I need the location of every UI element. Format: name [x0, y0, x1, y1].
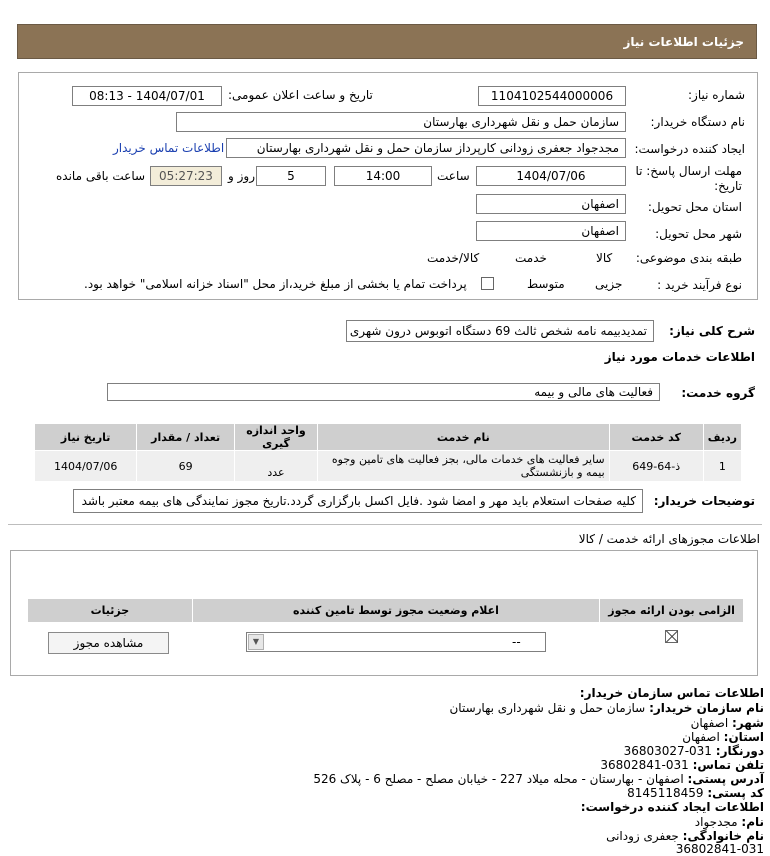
days-field[interactable]: 5	[256, 166, 326, 186]
col-qty: تعداد / مقدار	[137, 424, 235, 451]
remaining-label: ساعت باقی مانده	[56, 169, 146, 183]
col-permit-details: جزئیات	[28, 599, 193, 623]
col-date: تاریخ نیاز	[35, 424, 137, 451]
contact-org-line	[449, 701, 764, 715]
row-qty: 69	[137, 451, 235, 482]
col-code: کد خدمت	[609, 424, 703, 451]
buyer-notes-field[interactable]: کلیه صفحات استعلام باید مهر و امضا شود .فایل اکسل بارگزاری گردد.تاریخ مجوز نمایندگی های بیمه معتبر باشد	[73, 489, 643, 513]
contact-phone-value: 031-36802841	[600, 758, 689, 772]
contact-address-line	[313, 772, 764, 786]
service-group-field[interactable]: فعالیت های مالی و بیمه	[107, 383, 660, 401]
creator-field[interactable]: مجدجواد جعفری زودانی کارپرداز سازمان حمل و نقل شهرداری بهارستان	[226, 138, 626, 158]
announce-field[interactable]: 1404/07/01 - 08:13	[72, 86, 222, 106]
process-label: نوع فرآیند خرید :	[657, 278, 742, 292]
contact-address-label: آدرس پستی:	[687, 772, 764, 786]
creator-last-name-line	[606, 829, 764, 843]
contact-fax-value: 031-36803027	[623, 744, 712, 758]
details-panel	[18, 72, 758, 300]
province-field[interactable]: اصفهان	[476, 194, 626, 214]
contact-city-label: شهر:	[732, 716, 764, 730]
contact-address-value: اصفهان - بهارستان - محله میلاد 227 - خیابان مصلح - مصلح 6 - پلاک 526	[313, 772, 684, 786]
contact-org-label: نام سازمان خریدار:	[649, 701, 764, 715]
contact-postal-line	[627, 786, 764, 800]
table-row[interactable]	[35, 451, 742, 482]
category-label: طبقه بندی موضوعی:	[635, 251, 742, 265]
row-date: 1404/07/06	[35, 451, 137, 482]
city-field[interactable]: اصفهان	[476, 221, 626, 241]
treasury-payment-note: پرداخت تمام یا بخشی از مبلغ خرید،از محل "اسناد خزانه اسلامی" خواهد بود.	[84, 277, 467, 291]
col-permit-status: اعلام وضعیت مجوز توسط تامین کننده	[192, 599, 599, 623]
contact-org-value: سازمان حمل و نقل شهرداری بهارستان	[449, 701, 646, 715]
description-label: شرح کلی نیاز:	[669, 324, 755, 338]
deadline-time-field[interactable]: 14:00	[334, 166, 432, 186]
days-label: روز و	[228, 169, 255, 183]
services-table	[34, 423, 742, 482]
process-option-minor: جزیی	[595, 277, 623, 291]
col-unit: واحد اندازه گیری	[235, 424, 318, 451]
view-permit-button[interactable]: مشاهده مجوز	[48, 632, 169, 654]
description-field[interactable]: تمدیدبیمه نامه شخص ثالث 69 دستگاه اتوبوس درون شهری	[346, 320, 654, 342]
row-name: سایر فعالیت های خدمات مالی، بجز فعالیت های تامین وجوه بیمه و بازنشستگی	[317, 451, 609, 482]
contact-province-label: استان:	[723, 730, 764, 744]
permits-section-title: اطلاعات مجوزهای ارائه خدمت / کالا	[578, 532, 760, 546]
creator-phone-line	[676, 842, 764, 856]
services-table-header	[35, 424, 742, 451]
row-code: ذ-64-649	[609, 451, 703, 482]
contact-postal-value: 8145118459	[627, 786, 704, 800]
creator-last-name-label: نام خانوادگی:	[682, 829, 764, 843]
permit-status-select[interactable]	[246, 632, 546, 652]
col-index: ردیف	[703, 424, 741, 451]
contact-province-value: اصفهان	[682, 730, 720, 744]
contact-phone-line	[600, 758, 764, 772]
contact-phone-label: تلفن تماس:	[692, 758, 764, 772]
category-option-service: خدمت	[515, 251, 547, 265]
contact-fax-line	[624, 744, 764, 758]
service-group-label: گروه خدمت:	[681, 386, 755, 400]
buyer-contact-link[interactable]: اطلاعات تماس خریدار	[113, 141, 225, 155]
contact-city-line	[691, 716, 764, 730]
contact-city-value: اصفهان	[690, 716, 729, 730]
permits-table-header	[28, 599, 744, 623]
creator-first-name-value: مجدجواد	[694, 815, 738, 829]
required-checkbox-icon	[665, 630, 678, 643]
row-unit: عدد	[235, 451, 318, 482]
deadline-date-field[interactable]: 1404/07/06	[476, 166, 626, 186]
time-label: ساعت	[437, 169, 470, 183]
creator-last-name-value: جعفری زودانی	[606, 829, 679, 843]
creator-label: ایجاد کننده درخواست:	[634, 142, 745, 156]
need-number-field[interactable]: 1104102544000006	[478, 86, 626, 106]
creator-phone-value: 36802841-031	[675, 842, 764, 856]
chevron-down-icon: ▼	[248, 634, 264, 650]
buyer-org-field[interactable]: سازمان حمل و نقل شهرداری بهارستان	[176, 112, 626, 132]
city-label: شهر محل تحویل:	[655, 227, 742, 241]
process-option-medium: متوسط	[527, 277, 565, 291]
contact-postal-label: کد پستی:	[707, 786, 764, 800]
col-name: نام خدمت	[317, 424, 609, 451]
contact-province-line	[682, 730, 764, 744]
deadline-label: مهلت ارسال پاسخ: تا	[635, 164, 742, 178]
permit-status-value: --	[512, 635, 521, 649]
deadline-date-label: تاریخ:	[714, 179, 742, 193]
buyer-notes-label: توضیحات خریدار:	[653, 494, 755, 508]
creator-info-title: اطلاعات ایجاد کننده درخواست:	[580, 800, 764, 814]
announce-label: تاریخ و ساعت اعلان عمومی:	[228, 88, 373, 102]
creator-first-name-label: نام:	[741, 815, 764, 829]
divider	[8, 524, 762, 525]
remaining-time-field: 05:27:23	[150, 166, 222, 186]
permit-required-cell	[600, 623, 744, 653]
col-permit-required: الزامی بودن ارائه مجوز	[600, 599, 744, 623]
contact-fax-label: دورنگار:	[715, 744, 764, 758]
need-number-label: شماره نیاز:	[688, 88, 745, 102]
province-label: استان محل تحویل:	[647, 200, 742, 214]
creator-first-name-line	[695, 815, 764, 829]
services-section-title: اطلاعات خدمات مورد نیاز	[604, 350, 755, 364]
page-header	[17, 24, 757, 59]
treasury-payment-checkbox[interactable]	[481, 277, 494, 290]
row-index: 1	[703, 451, 741, 482]
contact-title: اطلاعات تماس سازمان خریدار:	[579, 686, 764, 700]
buyer-org-label: نام دستگاه خریدار:	[650, 115, 745, 129]
category-option-goods: کالا	[596, 251, 613, 265]
page-title: جزئیات اطلاعات نیاز	[623, 35, 744, 49]
category-option-goods-service: کالا/خدمت	[427, 251, 480, 265]
